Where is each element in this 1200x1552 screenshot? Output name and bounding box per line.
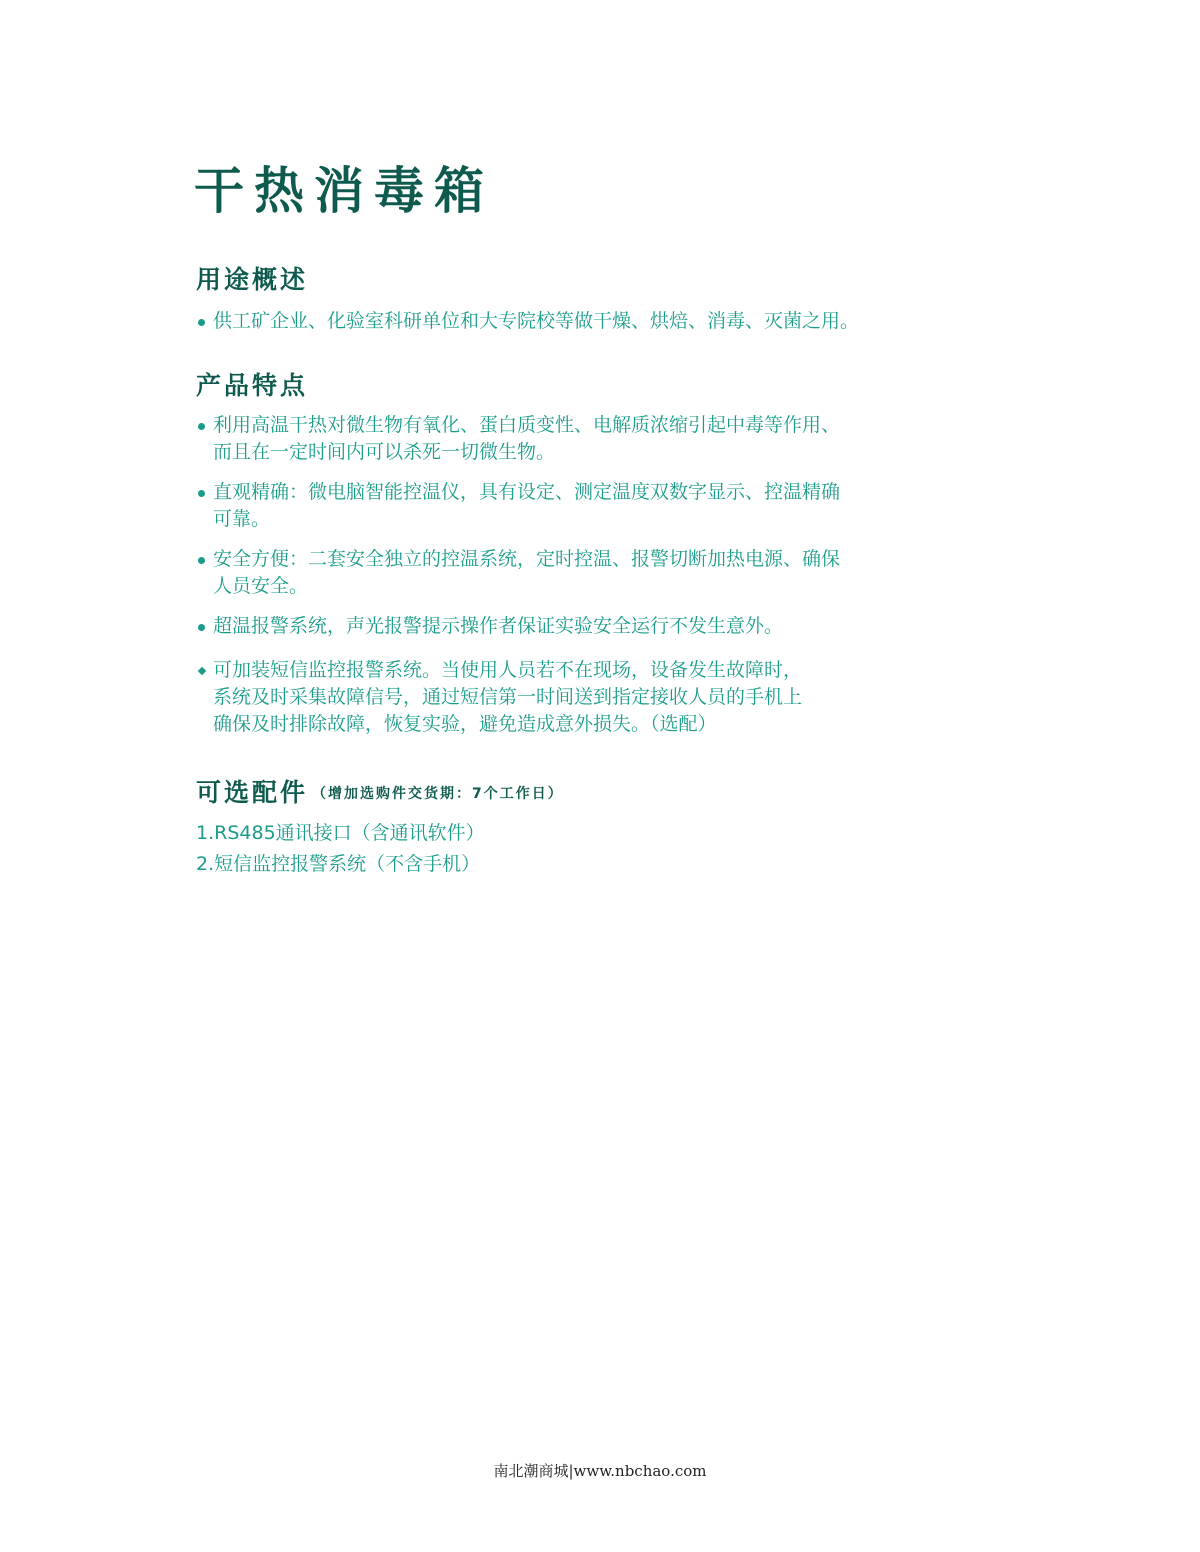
feature-item [196, 546, 840, 600]
feature-item [196, 613, 840, 640]
feature-item-line: 确保及时排除故障，恢复实验，避免造成意外损失。（选配） [213, 713, 717, 735]
feature-item-line: 系统及时采集故障信号，通过短信第一时间送到指定接收人员的手机上 [213, 686, 803, 708]
feature-item-line: 可靠。 [213, 508, 271, 530]
usage-item [196, 308, 859, 335]
features-heading: 产品特点 [196, 371, 309, 400]
usage-list [196, 308, 859, 335]
feature-item [196, 657, 840, 738]
feature-item-line: 而且在一定时间内可以杀死一切微生物。 [213, 441, 556, 463]
page-title: 干热消毒箱 [194, 162, 494, 220]
footer-watermark: 南北潮商城|www.nbchao.com [493, 1462, 707, 1480]
bullet-dot-icon [198, 319, 205, 326]
bullet-dot-icon [198, 557, 205, 564]
bullet-dot-icon [198, 423, 205, 430]
accessories-heading-text: 可选配件 [196, 778, 309, 807]
feature-item-line: 超温报警系统，声光报警提示操作者保证实验安全运行不发生意外。 [213, 615, 784, 637]
accessories-note: （增加选购件交货期：7个工作日） [312, 786, 564, 802]
feature-item [196, 479, 840, 533]
feature-item-line: 可加装短信监控报警系统。当使用人员若不在现场，设备发生故障时， [213, 659, 803, 681]
accessory-item: 1.RS485通讯接口（含通讯软件） [196, 822, 485, 844]
feature-item [196, 412, 840, 466]
usage-heading: 用途概述 [196, 265, 309, 294]
usage-item-line: 供工矿企业、化验室科研单位和大专院校等做干燥、烘焙、消毒、灭菌之用。 [213, 310, 860, 332]
bullet-dot-icon [198, 490, 205, 497]
feature-item-line: 利用高温干热对微生物有氧化、蛋白质变性、电解质浓缩引起中毒等作用、 [213, 414, 841, 436]
feature-item-line: 人员安全。 [213, 575, 309, 597]
accessories-heading [196, 776, 564, 811]
bullet-diamond-icon [198, 667, 206, 675]
bullet-dot-icon [198, 624, 205, 631]
feature-item-line: 安全方便：二套安全独立的控温系统，定时控温、报警切断加热电源、确保 [213, 548, 841, 570]
accessory-item: 2.短信监控报警系统（不含手机） [196, 853, 481, 875]
feature-item-line: 直观精确：微电脑智能控温仪，具有设定、测定温度双数字显示、控温精确 [213, 481, 841, 503]
accessories-list [196, 818, 485, 880]
features-list [196, 412, 840, 738]
